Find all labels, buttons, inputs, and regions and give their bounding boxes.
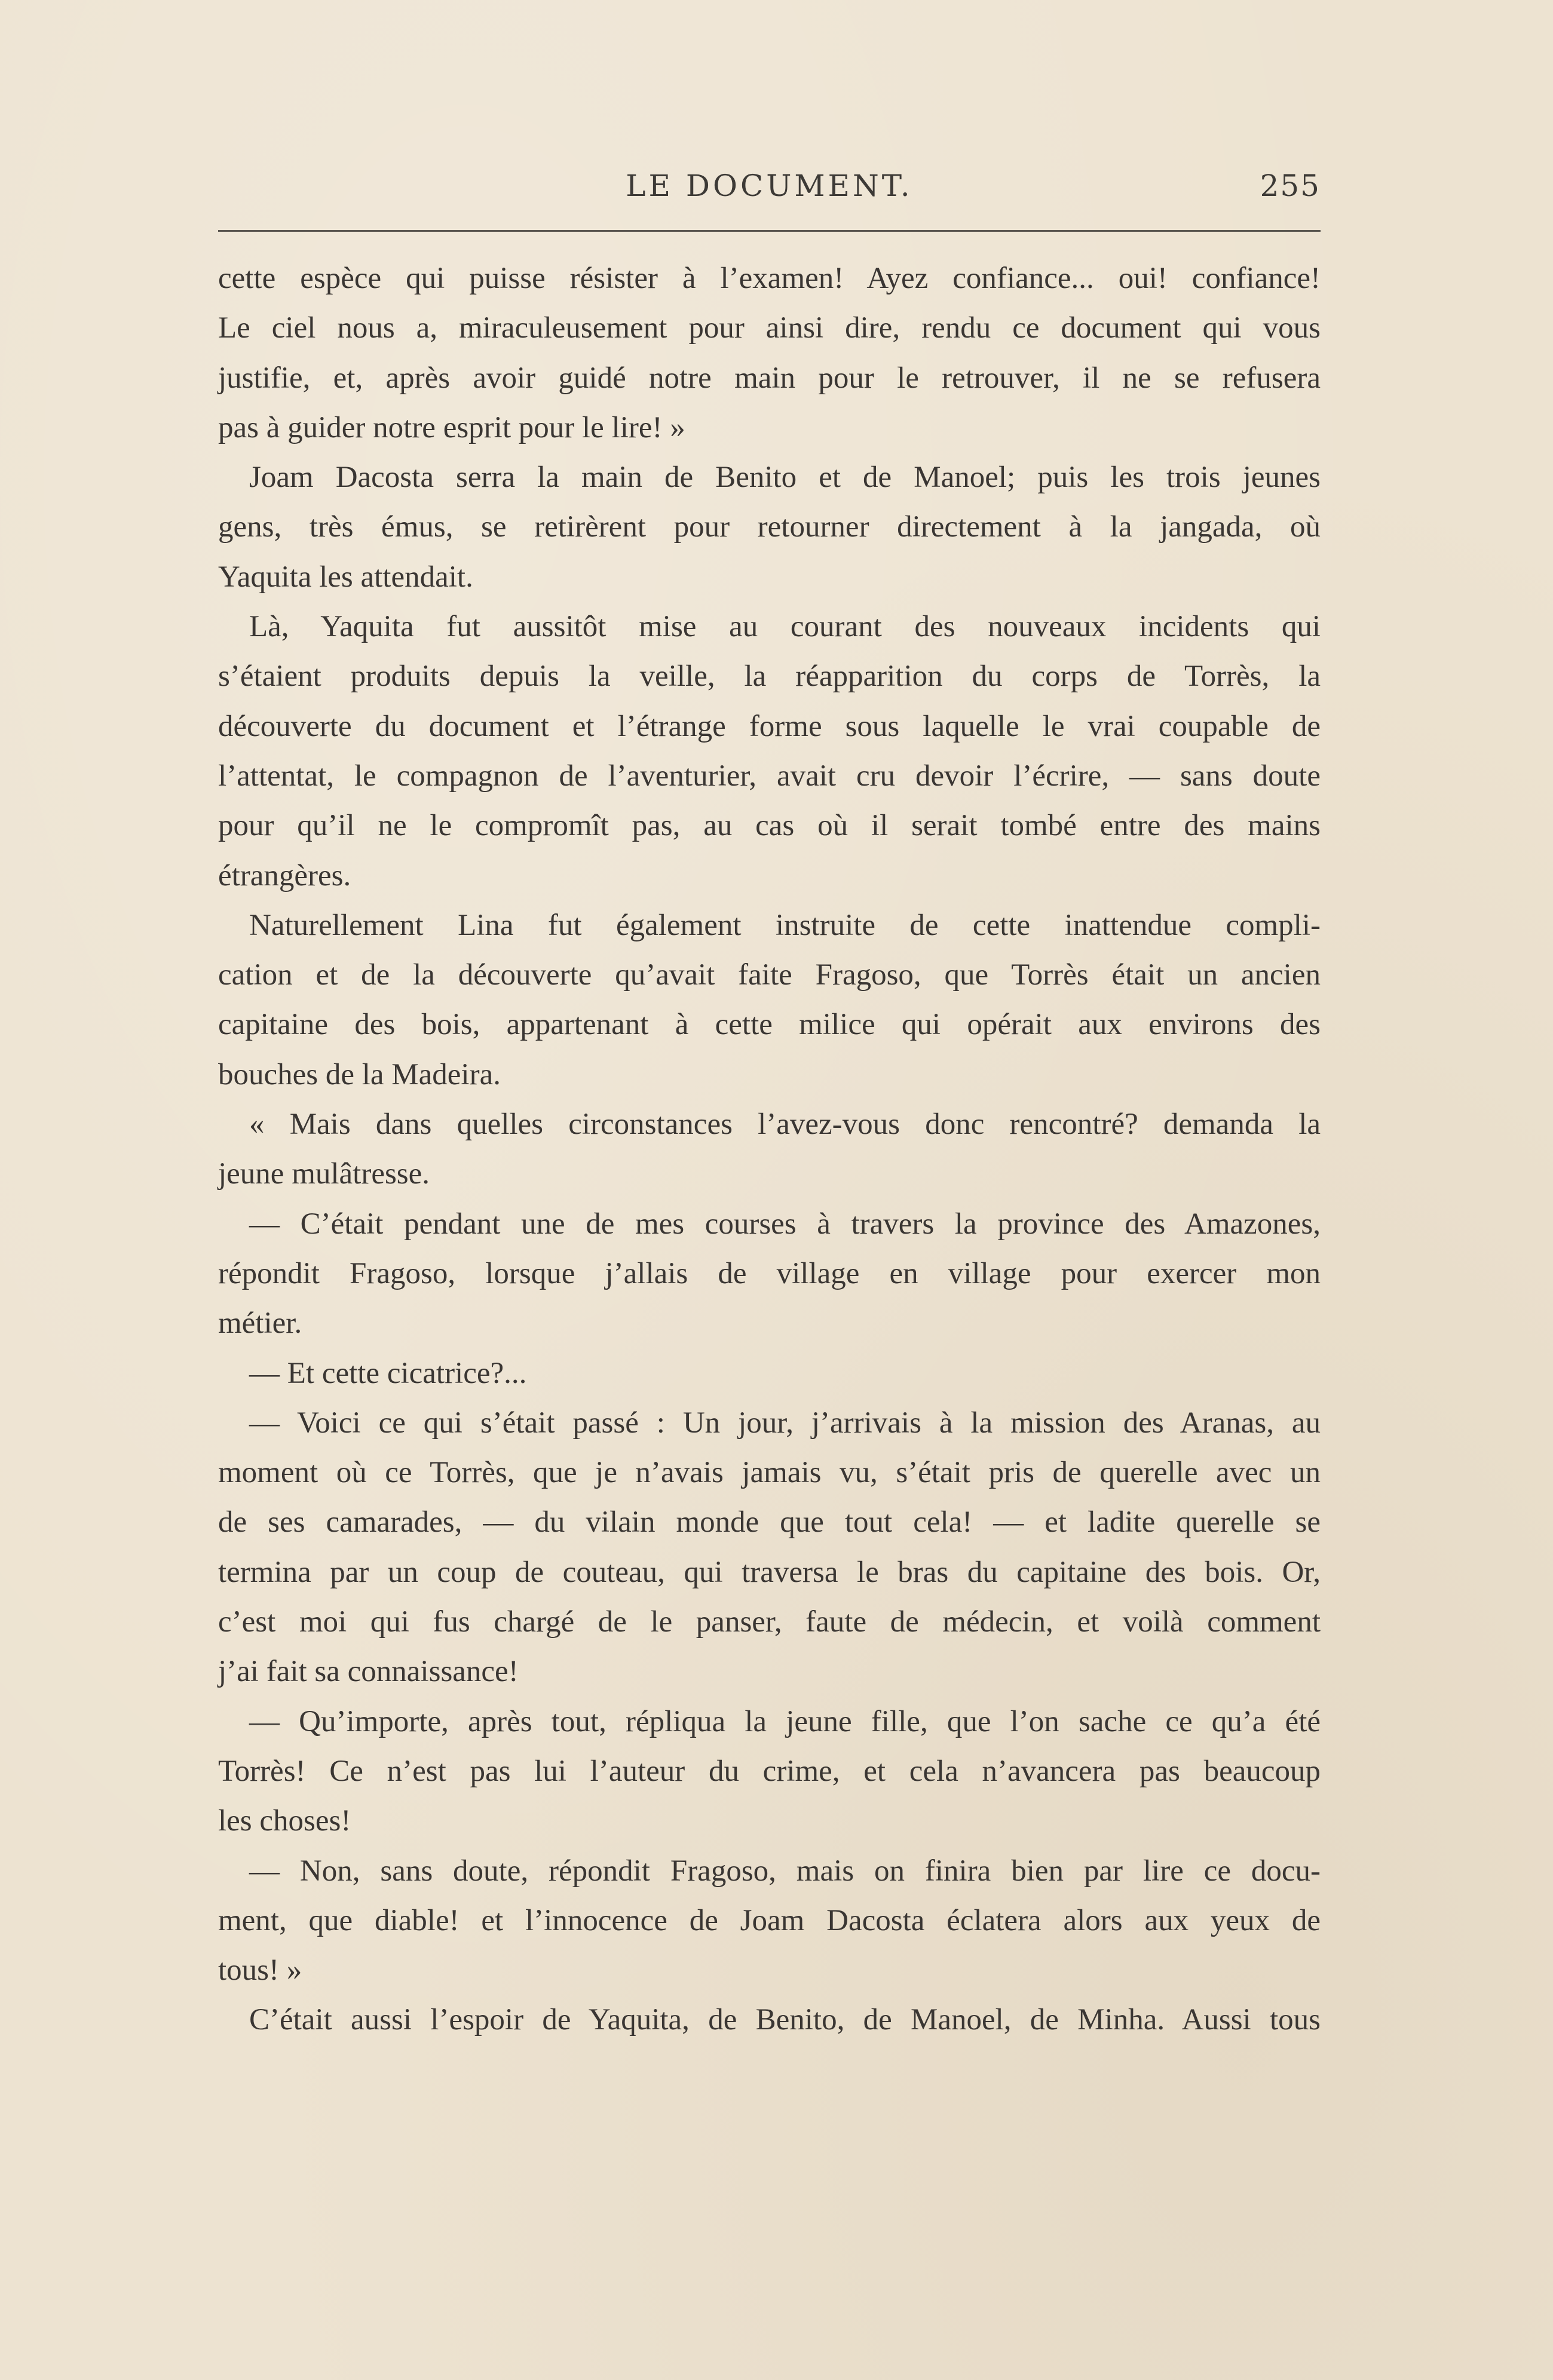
- text-line: — Qu’importe, après tout, répliqua la jeune fille, que l’on sache ce qu’a été: [249, 1704, 1321, 1738]
- paragraph: [218, 1200, 1321, 1349]
- paragraph: [218, 1847, 1321, 1996]
- text-line: justifie, et, après avoir guidé notre main pour le retrouver, il ne se refusera: [218, 361, 1321, 395]
- text-line: Yaquita les attendait.: [218, 560, 473, 594]
- text-line: gens, très émus, se retirèrent pour retourner directement à la jangada, où: [218, 510, 1321, 544]
- text-line: répondit Fragoso, lorsque j’allais de village en village pour exercer mon: [218, 1256, 1321, 1290]
- text-line: cette espèce qui puisse résister à l’examen! Ayez confiance... oui! confiance!: [218, 262, 1321, 295]
- text-line: « Mais dans quelles circonstances l’avez-vous donc rencontré? demanda la: [249, 1108, 1321, 1142]
- text-line: — Non, sans doute, répondit Fragoso, mais on finira bien par lire ce docu-: [249, 1854, 1321, 1888]
- text-line: — C’était pendant une de mes courses à travers la province des Amazones,: [249, 1207, 1321, 1241]
- text-line: ment, que diable! et l’innocence de Joam Dacosta éclatera alors aux yeux de: [218, 1903, 1321, 1937]
- page-header: [218, 168, 1321, 216]
- text-line: moment où ce Torrès, que je n’avais jamais vu, s’était pris de querelle avec un: [218, 1456, 1321, 1490]
- text-line: pour qu’il ne le compromît pas, au cas où il serait tombé entre des mains: [218, 809, 1321, 843]
- text-line: Naturellement Lina fut également instruite de cette inattendue compli-: [249, 908, 1321, 942]
- paragraph: [218, 1349, 1321, 1398]
- text-line: l’attentat, le compagnon de l’aventurier, avait cru devoir l’écrire, — sans doute: [218, 759, 1321, 793]
- header-rule: [218, 230, 1321, 232]
- text-line: étrangères.: [218, 858, 351, 892]
- paragraph: [218, 1398, 1321, 1697]
- text-line: Le ciel nous a, miraculeusement pour ainsi dire, rendu ce document qui vous: [218, 311, 1321, 345]
- text-line: bouches de la Madeira.: [218, 1057, 501, 1091]
- text-line: — Voici ce qui s’était passé : Un jour, j’arrivais à la mission des Aranas, au: [249, 1406, 1321, 1440]
- text-line: jeune mulâtresse.: [218, 1157, 430, 1191]
- text-line: — Et cette cicatrice?...: [249, 1356, 527, 1390]
- text-line: j’ai fait sa connaissance!: [218, 1655, 519, 1689]
- text-line: capitaine des bois, appartenant à cette milice qui opérait aux environs des: [218, 1008, 1321, 1042]
- text-line: découverte du document et l’étrange forme sous laquelle le vrai coupable de: [218, 709, 1321, 743]
- paragraph: [218, 901, 1321, 1100]
- page-number: 255: [1260, 168, 1321, 203]
- paragraph: [218, 453, 1321, 602]
- text-line: c’est moi qui fus chargé de le panser, faute de médecin, et voilà comment: [218, 1605, 1321, 1639]
- text-line: s’étaient produits depuis la veille, la réapparition du corps de Torrès, la: [218, 660, 1321, 694]
- text-line: termina par un coup de couteau, qui traversa le bras du capitaine des bois. Or,: [218, 1555, 1321, 1589]
- text-line: les choses!: [218, 1804, 351, 1838]
- text-line: C’était aussi l’espoir de Yaquita, de Benito, de Manoel, de Minha. Aussi tous: [249, 2003, 1321, 2037]
- text-line: Là, Yaquita fut aussitôt mise au courant des nouveaux incidents qui: [249, 610, 1321, 644]
- paragraph: [218, 254, 1321, 453]
- text-line: Torrès! Ce n’est pas lui l’auteur du crime, et cela n’avancera pas beaucoup: [218, 1754, 1321, 1788]
- text-line: de ses camarades, — du vilain monde que tout cela! — et ladite querelle se: [218, 1505, 1321, 1539]
- text-line: cation et de la découverte qu’avait faite Fragoso, que Torrès était un ancien: [218, 958, 1321, 992]
- text-line: Joam Dacosta serra la main de Benito et de Manoel; puis les trois jeunes: [249, 461, 1321, 495]
- paragraph: [218, 1995, 1321, 2045]
- text-line: tous! »: [218, 1953, 302, 1988]
- text-line: pas à guider notre esprit pour le lire! »: [218, 410, 685, 444]
- paragraph: [218, 1697, 1321, 1847]
- paragraph: [218, 1100, 1321, 1200]
- text-line: métier.: [218, 1306, 302, 1341]
- running-head: LE DOCUMENT.: [626, 168, 913, 203]
- paragraph: [218, 602, 1321, 901]
- body-text: [218, 254, 1321, 2045]
